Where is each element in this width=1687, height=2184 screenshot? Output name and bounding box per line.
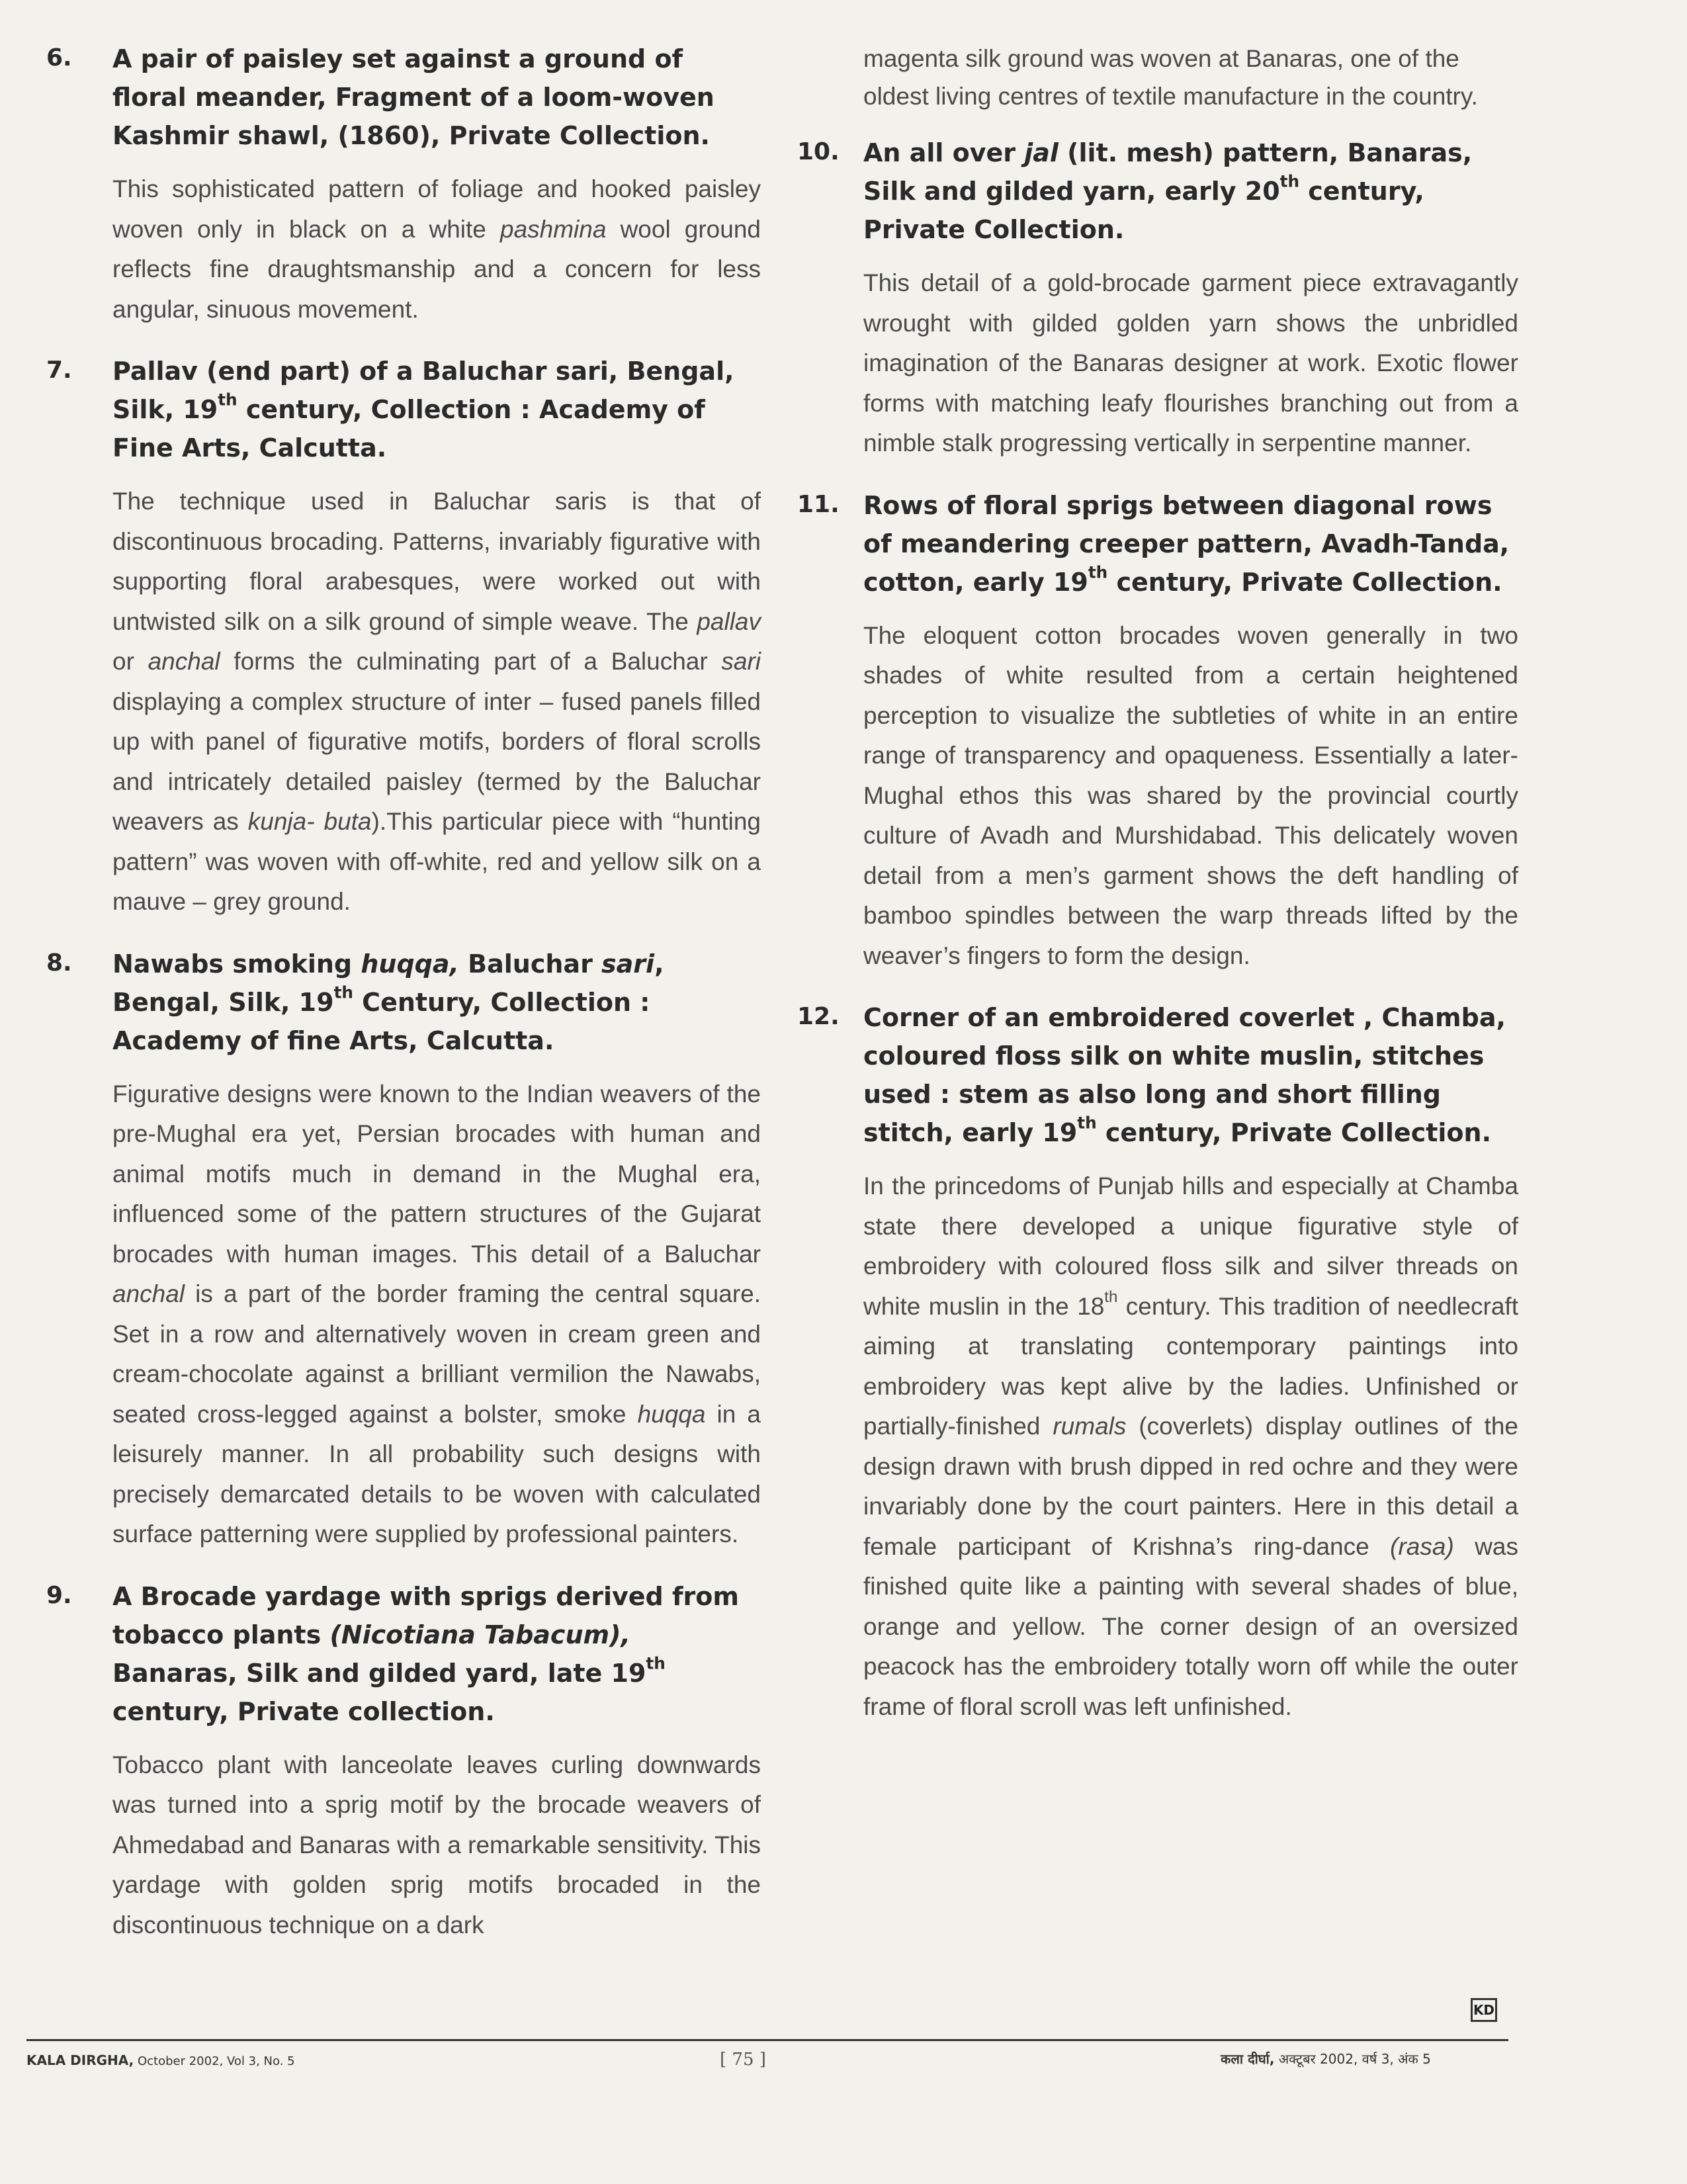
desc-text: This detail of a gold-brocade garment piece extravagantly wrought with gilded golden yarn shows the unbridled imagination of the Banaras designer at work. Exotic flower forms with matching leafy flourishes branching out from a nimble stalk progressing vertically in serpentine manner.: [863, 269, 1518, 457]
entry-description: [112, 1074, 761, 1555]
entry-title: [112, 1577, 761, 1731]
entry-description: [863, 1166, 1518, 1727]
desc-italic: rumals: [1053, 1413, 1127, 1440]
desc-italic: (rasa): [1390, 1532, 1454, 1560]
entry-title: [112, 40, 761, 155]
footer-hindi: [1221, 2050, 1431, 2068]
left-column: [46, 40, 761, 1968]
title-text: A pair of paisley set against a ground of floral meander, Fragment of a loom-woven Kashmir shawl, (1860), Private Collection.: [112, 44, 714, 150]
superscript: th: [1088, 562, 1108, 582]
desc-text: Figurative designs were known to the Indian weavers of the pre-Mughal era yet, Persian brocades with human and animal motifs much in demand in the Mughal era, influenced some of the pattern structures of the Gujarat brocades with human images. This detail of a Baluchar: [112, 1080, 761, 1268]
hindi-journal-name: कला दीर्घा,: [1221, 2051, 1275, 2067]
superscript: th: [1279, 171, 1300, 191]
entry-6: [46, 40, 761, 329]
title-text: An all over: [863, 138, 1025, 167]
desc-text: forms the culminating part of a Baluchar: [220, 648, 722, 675]
desc-text: Tobacco plant with lanceolate leaves curling downwards was turned into a sprig motif by the brocade weavers of Ahmedabad and Banaras with a remarkable sensitivity. This yardage with golden sprig motifs brocaded in the discontinuous technique on a dark: [112, 1751, 761, 1939]
desc-text: century. This tradition of needlecraft aiming at translating contemporary paintings into embroidery was kept alive by the ladies. Unfinished or partially-finished: [863, 1292, 1518, 1440]
entry-11: [797, 486, 1518, 977]
entry-number: 10.: [797, 138, 840, 165]
desc-italic: pallav: [697, 607, 761, 635]
desc-text: in a leisurely manner. In all probability such designs with precisely demarcated details to be woven with calculated surface patterning were supplied by professional painters.: [112, 1400, 761, 1548]
desc-text: was finished quite like a painting with several shades of blue, orange and yellow. The corner design of an oversized peacock has the embroidery totally worn off while the outer frame of floral scroll was left unfinished.: [863, 1532, 1518, 1720]
entry-description: [112, 169, 761, 329]
entry-description: [112, 482, 761, 922]
entry-10: [797, 134, 1518, 464]
entry-7: [46, 352, 761, 922]
desc-italic: pashmina: [500, 215, 607, 243]
entry-number: 6.: [46, 44, 72, 71]
entry-number: 12.: [797, 1003, 840, 1030]
title-text: century, Private collection.: [112, 1696, 495, 1726]
title-text: Century, Collection : Academy of fine Arts, Calcutta.: [112, 987, 650, 1055]
entry-number: 8.: [46, 949, 72, 977]
footer-journal: [26, 2052, 295, 2068]
entry-title: [112, 352, 761, 467]
desc-italic: sari: [721, 648, 761, 675]
title-italic: (Nicotiana Tabacum),: [329, 1620, 630, 1649]
page-number: [ 75 ]: [720, 2050, 766, 2070]
desc-italic: anchal: [148, 648, 220, 675]
journal-issue: October 2002, Vol 3, No. 5: [137, 2054, 295, 2068]
title-text: century, Private Collection.: [863, 177, 1424, 244]
desc-text: In the princedoms of Punjab hills and especially at Chamba state there developed a unique figurative style of embroidery with coloured floss silk and silver threads on white muslin in the 18: [863, 1172, 1518, 1320]
entry-description: [863, 263, 1518, 464]
title-text: , Bengal, Silk, 19: [112, 949, 664, 1017]
desc-italic: huqqa: [637, 1400, 706, 1428]
kd-logo: KD: [1471, 1998, 1497, 2022]
entry-9-continuation: magenta silk ground was woven at Banaras, one of the oldest living centres of textile manufacture in the country.: [863, 45, 1478, 110]
title-text: Baluchar: [458, 949, 602, 979]
title-text: century, Private Collection.: [1107, 567, 1502, 597]
entry-number: 11.: [797, 490, 840, 518]
journal-name: KALA DIRGHA,: [26, 2052, 134, 2068]
superscript: th: [218, 390, 238, 410]
desc-text: The technique used in Baluchar saris is that of discontinuous brocading. Patterns, invariably figurative with supporting floral arabesques, were worked out with untwisted silk on a silk ground of simple weave. The: [112, 488, 761, 635]
desc-italic: anchal: [112, 1280, 185, 1307]
desc-text: or: [112, 648, 148, 675]
entry-title: [863, 486, 1518, 601]
title-italic: jal: [1024, 138, 1059, 167]
superscript: th: [646, 1653, 666, 1673]
superscript: th: [1077, 1113, 1097, 1133]
superscript: th: [333, 982, 353, 1002]
desc-text: displaying a complex structure of inter – fused panels filled up with panel of figurative motifs, borders of floral scrolls and intricately detailed paisley (termed by the Baluchar weavers as: [112, 687, 761, 835]
title-text: Banaras, Silk and gilded yard, late 19: [112, 1658, 646, 1688]
superscript: th: [1104, 1288, 1118, 1306]
title-text: Rows of floral sprigs between diagonal rows of meandering creeper pattern, Avadh-Tanda, cotton, early 19: [863, 490, 1510, 597]
desc-text: ).This particular piece with “hunting pattern” was woven with off-white, red and yellow silk on a mauve – grey ground.: [112, 808, 761, 915]
footer-rule: [26, 2039, 1508, 2041]
entry-8: [46, 945, 761, 1555]
desc-italic: kunja- buta: [247, 808, 372, 835]
title-text: Corner of an embroidered coverlet , Chamba, coloured floss silk on white muslin, stitches used : stem as also long and short filling stitch, early 19: [863, 1003, 1506, 1147]
entry-description: [112, 1745, 761, 1946]
title-text: Nawabs smoking: [112, 949, 361, 979]
entry-title: [863, 998, 1518, 1152]
desc-text: wool ground reflects fine draughtsmanship and a concern for less angular, sinuous movement.: [112, 215, 761, 323]
title-text: A Brocade yardage with sprigs derived from tobacco plants: [112, 1581, 739, 1649]
entry-title: [863, 134, 1518, 249]
entry-12: [797, 998, 1518, 1727]
right-column: [797, 40, 1518, 1749]
desc-text: (coverlets) display outlines of the design drawn with brush dipped in red ochre and they were invariably done by the court painters. Here in this detail a female participant of Krishna’s ring-dance: [863, 1413, 1518, 1560]
hindi-issue: अक्टूबर 2002, वर्ष 3, अंक 5: [1278, 2051, 1431, 2067]
desc-text: The eloquent cotton brocades woven generally in two shades of white resulted from a certain heightened perception to visualize the subtleties of white in an entire range of transparency and opaqueness. Essentially a later- Mughal ethos this was shared by the provincial courtly culture of Avadh and Murshidabad. This delicately woven detail from a men’s garment shows the deft handling of bamboo spindles between the warp threads lifted by the weaver’s fingers to form the design.: [863, 621, 1518, 969]
desc-text: This sophisticated pattern of foliage and hooked paisley woven only in black on a white: [112, 175, 761, 243]
title-text: Pallav (end part) of a Baluchar sari, Bengal, Silk, 19: [112, 357, 734, 424]
title-italic: sari: [601, 949, 655, 979]
title-italic: huqqa,: [361, 949, 459, 979]
entry-title: [112, 945, 761, 1060]
desc-text: is a part of the border framing the central square. Set in a row and alternatively woven in cream green and cream-chocolate against a brilliant vermilion the Nawabs, seated cross-legged against a bolster, smoke: [112, 1280, 761, 1428]
entry-number: 9.: [46, 1581, 72, 1609]
entry-description: [863, 616, 1518, 977]
title-text: century, Collection : Academy of Fine Arts, Calcutta.: [112, 395, 705, 462]
entry-9: [46, 1577, 761, 1946]
entry-number: 7.: [46, 357, 72, 384]
title-text: (lit. mesh) pattern, Banaras, Silk and gilded yarn, early 20: [863, 138, 1473, 206]
title-text: century, Private Collection.: [1096, 1118, 1492, 1147]
